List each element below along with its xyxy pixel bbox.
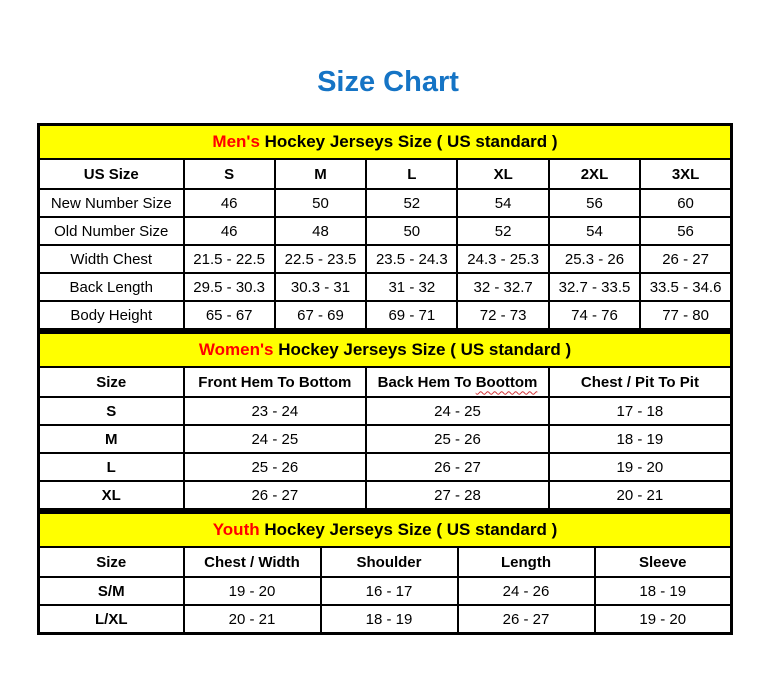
- youth-section-label: Hockey Jerseys Size ( US standard ): [259, 520, 558, 539]
- column-header: L: [366, 159, 457, 189]
- mens-section-label: Hockey Jerseys Size ( US standard ): [259, 132, 558, 151]
- row-label: S/M: [39, 577, 184, 605]
- page-title: Size Chart: [317, 66, 459, 98]
- column-header: Size: [39, 367, 184, 397]
- size-value: 20 - 21: [549, 481, 732, 510]
- size-value: 25 - 26: [184, 453, 367, 481]
- size-value: 20 - 21: [184, 605, 321, 634]
- table-row: [39, 425, 732, 453]
- table-row: [39, 273, 732, 301]
- column-header-row: [39, 547, 732, 577]
- column-header: Chest / Pit To Pit: [549, 367, 732, 397]
- size-value: 31 - 32: [366, 273, 457, 301]
- size-value: 19 - 20: [184, 577, 321, 605]
- size-value: 72 - 73: [457, 301, 548, 330]
- size-value: 52: [457, 217, 548, 245]
- table-row: [39, 301, 732, 330]
- size-value: 67 - 69: [275, 301, 366, 330]
- size-value: 23.5 - 24.3: [366, 245, 457, 273]
- row-label: M: [39, 425, 184, 453]
- mens-section-highlight: Men's: [212, 132, 260, 151]
- womens-section-highlight: Women's: [198, 340, 274, 359]
- column-header: 3XL: [640, 159, 731, 189]
- size-value: 50: [366, 217, 457, 245]
- column-header: Shoulder: [321, 547, 458, 577]
- womens-section-label: Hockey Jerseys Size ( US standard ): [273, 340, 572, 359]
- size-value: 33.5 - 34.6: [640, 273, 731, 301]
- youth-section-highlight: Youth: [212, 520, 260, 539]
- size-value: 69 - 71: [366, 301, 457, 330]
- size-value: 56: [549, 189, 640, 217]
- size-value: 27 - 28: [366, 481, 549, 510]
- row-label: L/XL: [39, 605, 184, 634]
- size-value: 19 - 20: [549, 453, 732, 481]
- size-value: 25.3 - 26: [549, 245, 640, 273]
- column-header-row: [39, 159, 732, 189]
- size-value: 54: [549, 217, 640, 245]
- table-row: [39, 605, 732, 634]
- row-label: Old Number Size: [39, 217, 184, 245]
- size-value: 48: [275, 217, 366, 245]
- size-value: 65 - 67: [184, 301, 275, 330]
- row-label: Body Height: [39, 301, 184, 330]
- womens-section-band: [39, 333, 732, 368]
- table-row: [39, 577, 732, 605]
- row-label: Width Chest: [39, 245, 184, 273]
- size-value: 46: [184, 217, 275, 245]
- row-label: XL: [39, 481, 184, 510]
- column-header: 2XL: [549, 159, 640, 189]
- size-value: 32.7 - 33.5: [549, 273, 640, 301]
- size-value: 77 - 80: [640, 301, 731, 330]
- size-value: 24.3 - 25.3: [457, 245, 548, 273]
- size-value: 24 - 25: [366, 397, 549, 425]
- size-value: 26 - 27: [458, 605, 595, 634]
- size-value: 16 - 17: [321, 577, 458, 605]
- size-value: 54: [457, 189, 548, 217]
- size-value: 25 - 26: [366, 425, 549, 453]
- size-value: 74 - 76: [549, 301, 640, 330]
- table-row: [39, 481, 732, 510]
- size-value: 30.3 - 31: [275, 273, 366, 301]
- size-value: 26 - 27: [184, 481, 367, 510]
- size-value: 46: [184, 189, 275, 217]
- size-value: 56: [640, 217, 731, 245]
- size-value: 29.5 - 30.3: [184, 273, 275, 301]
- youth-size-table: [37, 511, 733, 635]
- size-value: 19 - 20: [595, 605, 732, 634]
- size-value: 17 - 18: [549, 397, 732, 425]
- column-header: Front Hem To Bottom: [184, 367, 367, 397]
- column-header: M: [275, 159, 366, 189]
- size-value: 22.5 - 23.5: [275, 245, 366, 273]
- size-value: 23 - 24: [184, 397, 367, 425]
- youth-section-band-cell: [39, 513, 732, 548]
- size-value: 24 - 25: [184, 425, 367, 453]
- size-value: 18 - 19: [595, 577, 732, 605]
- row-label: New Number Size: [39, 189, 184, 217]
- row-label: Back Length: [39, 273, 184, 301]
- column-header: S: [184, 159, 275, 189]
- column-header: Back Hem To Boottom: [366, 367, 549, 397]
- size-value: 18 - 19: [321, 605, 458, 634]
- column-header: Chest / Width: [184, 547, 321, 577]
- size-value: 18 - 19: [549, 425, 732, 453]
- size-value: 52: [366, 189, 457, 217]
- column-header: XL: [457, 159, 548, 189]
- table-row: [39, 245, 732, 273]
- youth-section-band: [39, 513, 732, 548]
- size-value: 26 - 27: [640, 245, 731, 273]
- column-header: US Size: [39, 159, 184, 189]
- size-value: 21.5 - 22.5: [184, 245, 275, 273]
- column-header-row: [39, 367, 732, 397]
- table-row: [39, 397, 732, 425]
- column-header: Size: [39, 547, 184, 577]
- size-value: 24 - 26: [458, 577, 595, 605]
- column-header: Length: [458, 547, 595, 577]
- size-value: 32 - 32.7: [457, 273, 548, 301]
- row-label: S: [39, 397, 184, 425]
- size-value: 26 - 27: [366, 453, 549, 481]
- womens-size-table: [37, 331, 733, 511]
- mens-section-band-cell: [39, 125, 732, 160]
- womens-section-band-cell: [39, 333, 732, 368]
- mens-size-table: [37, 123, 733, 331]
- table-row: [39, 217, 732, 245]
- size-value: 50: [275, 189, 366, 217]
- table-row: [39, 453, 732, 481]
- size-chart-tables: [37, 123, 733, 635]
- table-row: [39, 189, 732, 217]
- row-label: L: [39, 453, 184, 481]
- misspelled-word: Boottom: [475, 373, 538, 391]
- mens-section-band: [39, 125, 732, 160]
- size-value: 60: [640, 189, 731, 217]
- column-header: Sleeve: [595, 547, 732, 577]
